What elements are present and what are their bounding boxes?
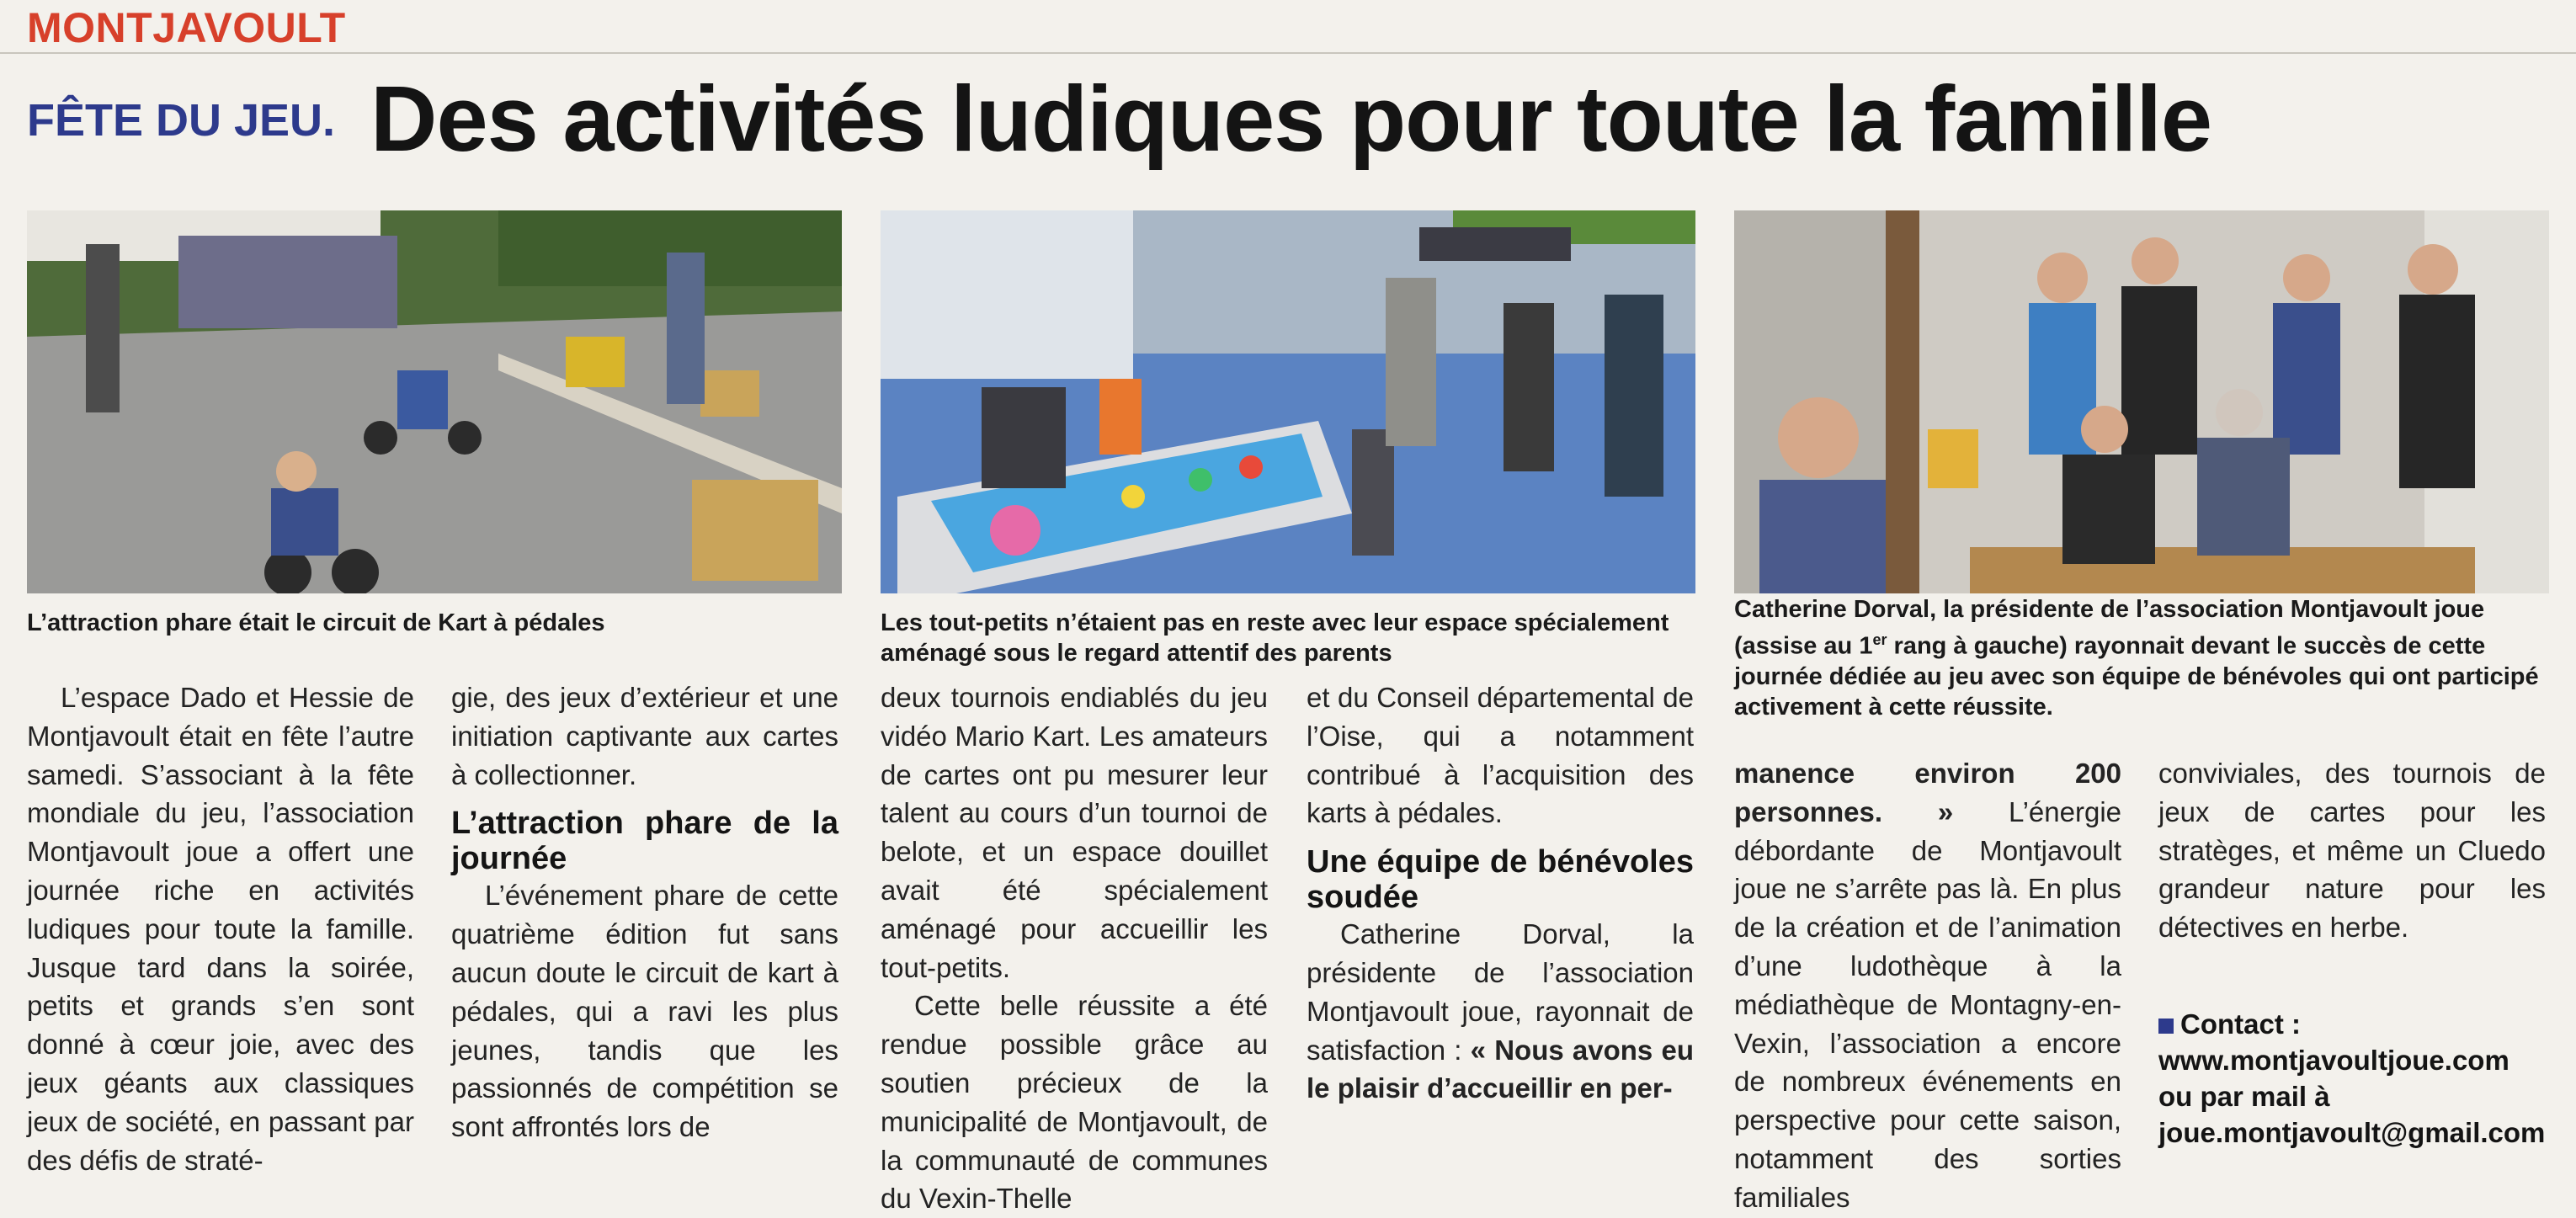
article-column-6	[2158, 754, 2546, 1151]
subheading: L’attraction phare de la journée	[451, 806, 838, 877]
header-divider	[0, 52, 2576, 54]
paragraph: gie, des jeux d’extérieur et une initiation captivante aux cartes à collectionner.	[451, 682, 838, 790]
paragraph: manence environ 200 personnes. » L’énergie débordante de Montjavoult joue ne s’arrête pas là. En plus de la création et de l’animation d’une ludothèque à la médiathèque de Montagny-en-Vexin, l’association a encore de nombreux événements en perspective pour cette saison, notamment des sorties familiales	[1734, 758, 2122, 1213]
paragraph: et du Conseil départemental de l’Oise, qui a notamment contribué à l’acquisition des karts à pédales.	[1307, 682, 1694, 829]
photo-children-game-area	[881, 210, 1695, 593]
bullet-square-icon	[2158, 1019, 2174, 1034]
subheading: Une équipe de bénévoles soudée	[1307, 844, 1694, 916]
paragraph: L’espace Dado et Hessie de Montjavoult était en fête l’autre samedi. S’associant à la fête mondiale du jeu, l’association Montjavoult joue a offert une journée riche en activités ludiques pour toute la famille. Jusque tard dans la soirée, petits et grands s’en sont donné à cœur joie, avec des jeux géants aux classiques jeux de société, en passant par des défis de straté-	[27, 682, 414, 1176]
article-column-5	[1734, 754, 2121, 1217]
paragraph: deux tournois endiablés du jeu vidéo Mario Kart. Les amateurs de cartes ont pu mesurer leur talent au cours d’un tournoi de belote, et un espace douillet avait été spécialement aménagé pour accueillir les tout-petits.	[881, 682, 1268, 983]
photo-caption-3: Catherine Dorval, la présidente de l’association Montjavoult joue (assise au 1er rang à gauche) rayonnait devant le succès de cette journée dédiée au jeu avec son équipe de bénévoles qui ont participé activement à cette réussite.	[1734, 596, 2539, 721]
paragraph: Catherine Dorval, la présidente de l’association Montjavoult joue, rayonnait de satisfaction : « Nous avons eu le plaisir d’accueillir en per-	[1307, 918, 1694, 1104]
article-column-1	[27, 678, 414, 1179]
paragraph: conviviales, des tournois de jeux de cartes pour les stratèges, et même un Cluedo grandeur nature pour les détectives en herbe.	[2158, 758, 2546, 944]
paragraph: Cette belle réussite a été rendue possible grâce au soutien précieux de la municipalité de Montjavoult, de la communauté de communes du Vexin-Thelle	[881, 990, 1268, 1215]
photo-caption-2: Les tout-petits n’étaient pas en reste avec leur espace spécialement aménagé sous le regard attentif des parents	[881, 609, 1669, 667]
article-column-4	[1307, 678, 1694, 1108]
section-rubric: MONTJAVOULT	[27, 4, 346, 51]
quote: manence environ 200 personnes. »	[1734, 758, 2121, 827]
photo-caption-1: L’attraction phare était le circuit de Kart à pédales	[27, 609, 605, 636]
article-column-2	[451, 678, 838, 1146]
quote: « Nous avons eu le plaisir d’accueillir en per-	[1307, 1034, 1694, 1104]
paragraph: L’événement phare de cette quatrième édition fut sans aucun doute le circuit de kart à pédales, qui a ravi les plus jeunes, tandis que les passionnés de compétition se sont affrontés lors de	[451, 880, 838, 1143]
headline: Des activités ludiques pour toute la famille	[370, 67, 2212, 171]
contact-info: Contact : www.montjavoultjoue.com ou par mail à joue.montjavoult@gmail.com	[2158, 1008, 2546, 1148]
photo-kart-circuit	[27, 210, 842, 593]
headline-kicker: FÊTE DU JEU.	[27, 95, 336, 146]
article-column-3	[881, 678, 1268, 1218]
photo-volunteer-team	[1734, 210, 2549, 593]
